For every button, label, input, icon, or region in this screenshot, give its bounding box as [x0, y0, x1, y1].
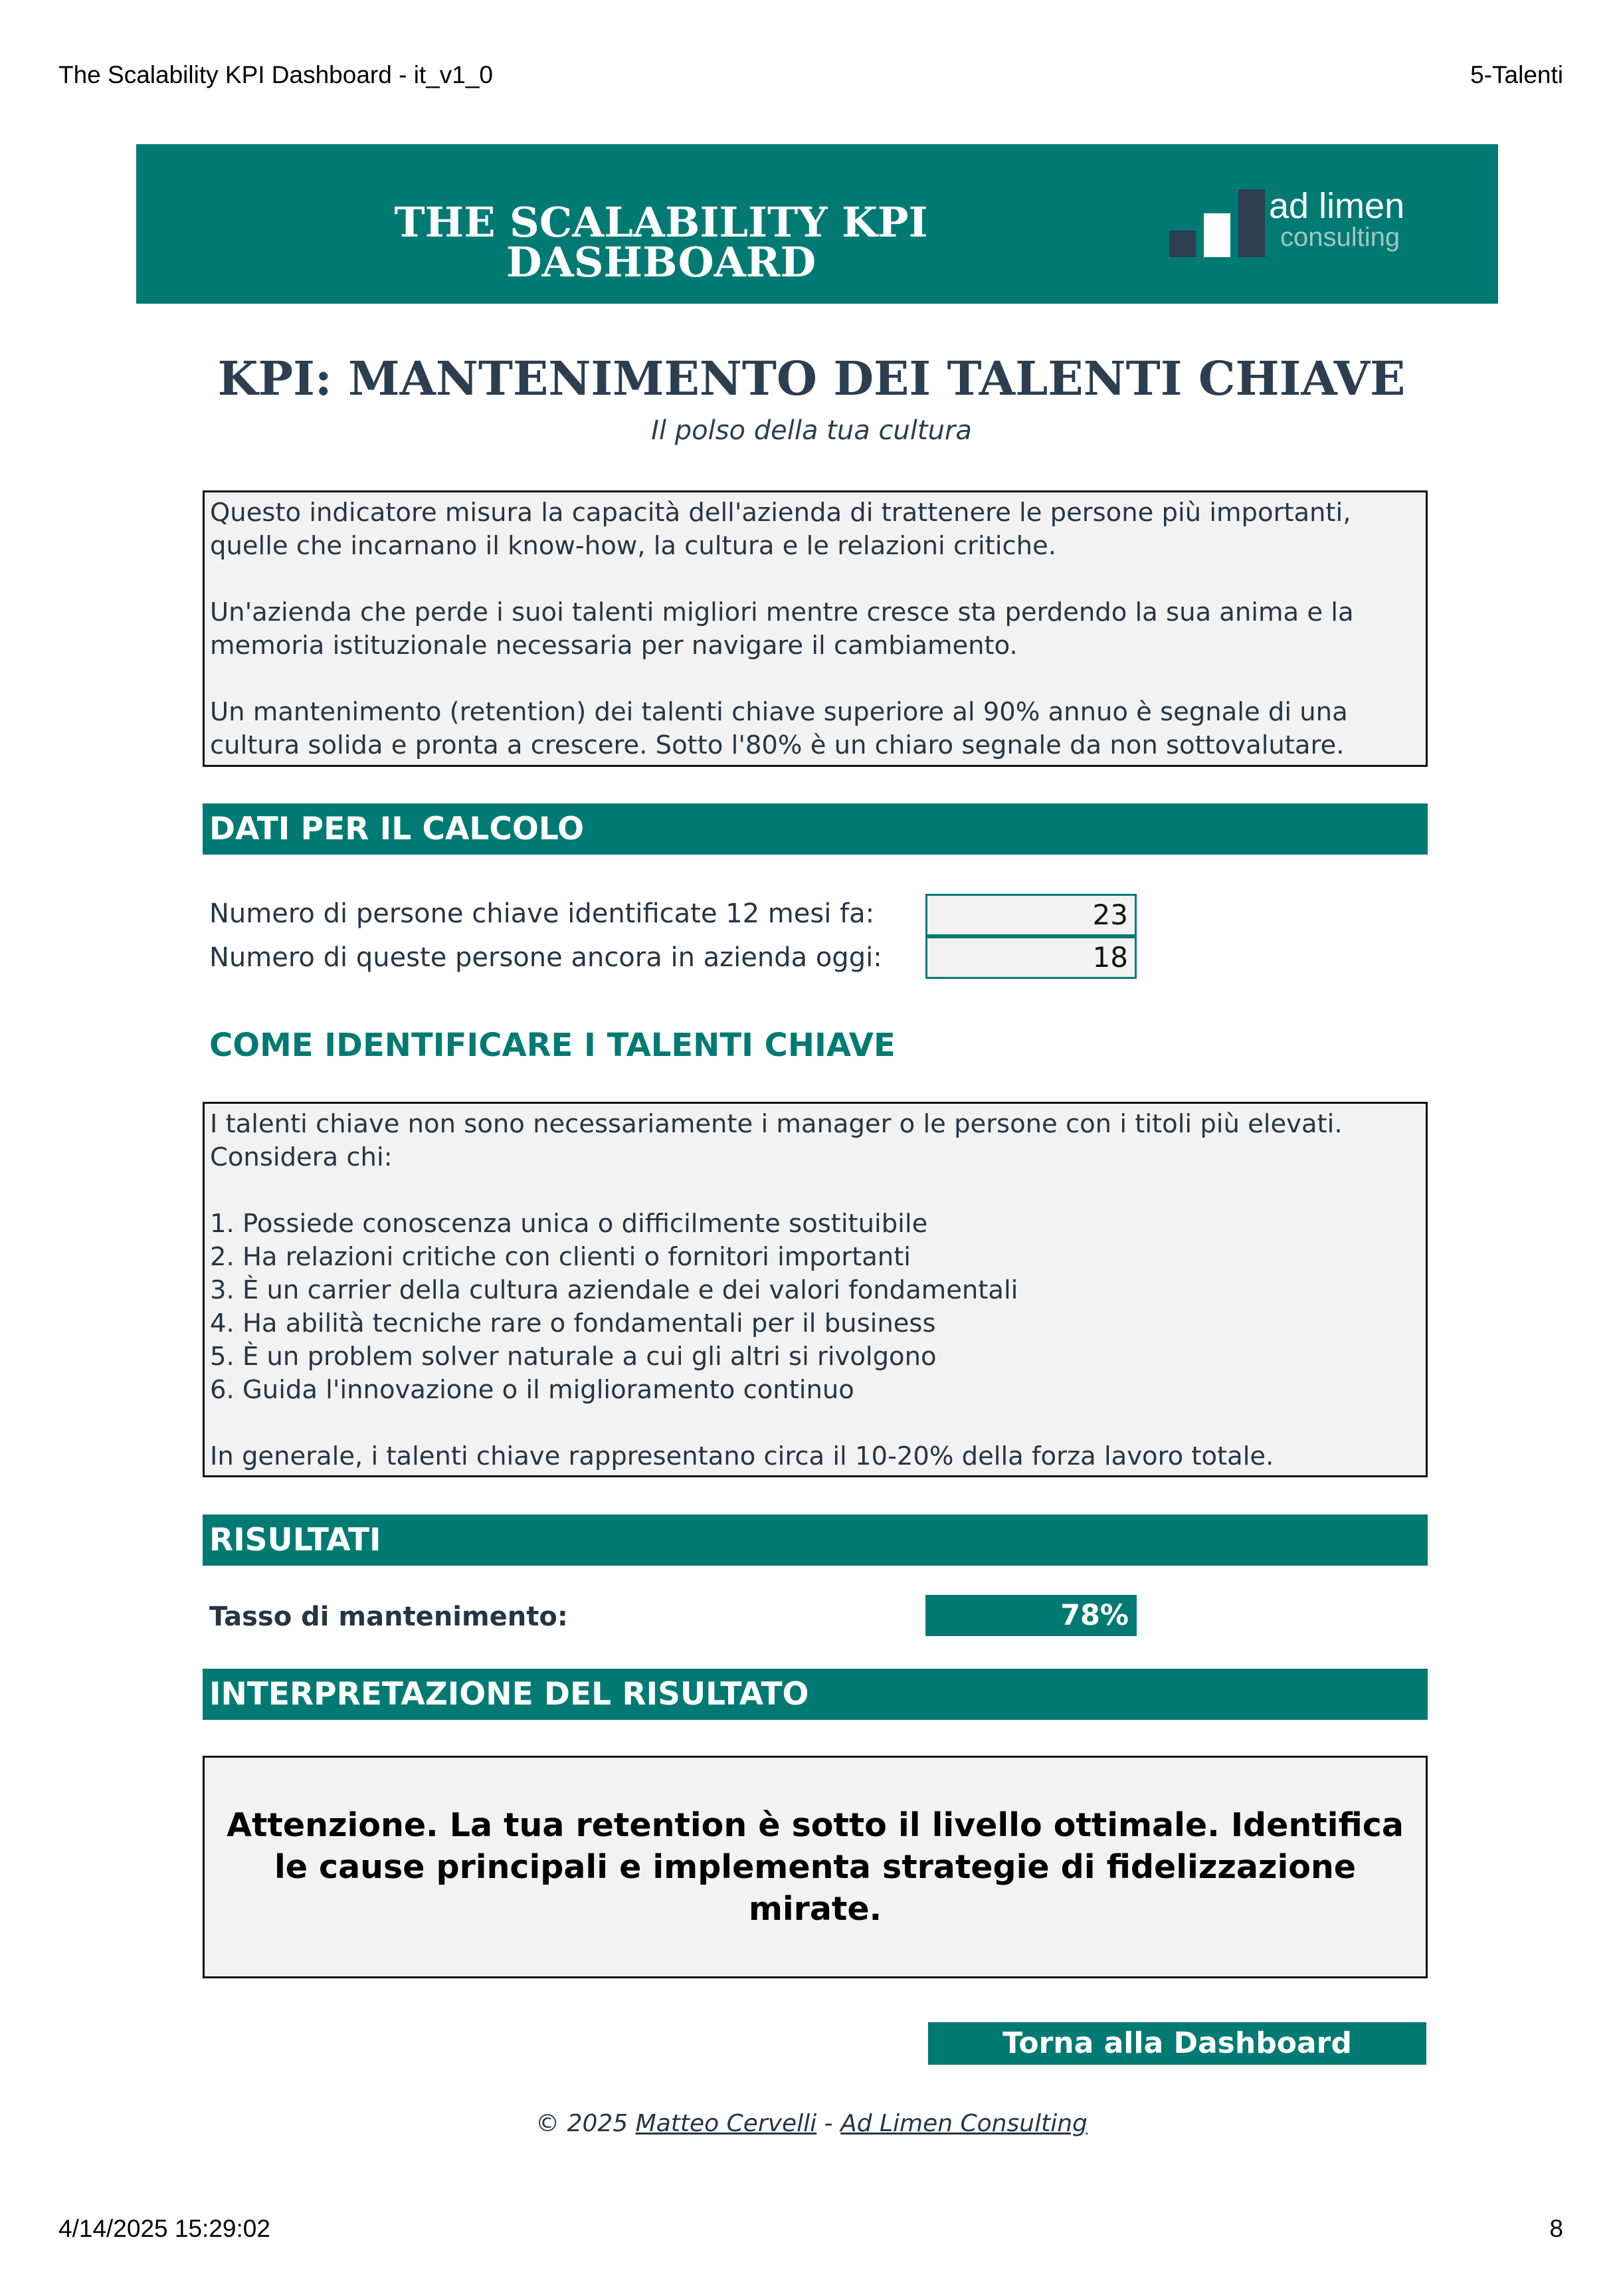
print-header-title: The Scalability KPI Dashboard - it_v1_0 — [58, 61, 494, 88]
header-banner — [136, 144, 1498, 304]
logo-name: ad limen — [1269, 186, 1405, 226]
howto-intro: I talenti chiave non sono necessariamente i manager o le persone con i titoli più elevati. Considera chi: — [210, 1109, 1343, 1172]
howto-box — [203, 1102, 1428, 1477]
copyright-line — [0, 2110, 1623, 2137]
copyright-separator: - — [824, 2110, 833, 2137]
list-item: 3. È un carrier della cultura aziendale e dei valori fondamentali — [210, 1275, 1018, 1305]
author-link[interactable]: Matteo Cervelli — [635, 2110, 817, 2137]
howto-outro: In generale, i talenti chiave rappresentano circa il 10-20% della forza lavoro totale. — [210, 1441, 1274, 1471]
copyright-prefix: © 2025 — [535, 2110, 628, 2137]
calc-label-remaining: Numero di queste persone ancora in azienda oggi: — [209, 942, 882, 973]
intro-paragraph-3: Un mantenimento (retention) dei talenti chiave superiore al 90% annuo è segnale di una cultura solida e pronta a crescere. Sotto l'80% è un chiaro segnale da non sottovalutare. — [210, 697, 1348, 760]
section-results-heading: RISULTATI — [203, 1514, 1428, 1566]
logo-bars-icon — [1169, 189, 1262, 262]
calc-label-identified: Numero di persone chiave identificate 12 mesi fa: — [209, 898, 875, 929]
print-footer-page-number: 8 — [1549, 2215, 1563, 2242]
retention-rate-label: Tasso di mantenimento: — [209, 1602, 568, 1632]
page-title: KPI: MANTENIMENTO DEI TALENTI CHIAVE — [217, 351, 1406, 406]
list-item: 6. Guida l'innovazione o il miglioramento continuo — [210, 1375, 854, 1405]
interpretation-box — [203, 1756, 1428, 1978]
company-link[interactable]: Ad Limen Consulting — [840, 2110, 1088, 2137]
interpretation-text: Attenzione. La tua retention è sotto il livello ottimale. Identifica le cause principali e implementa strategie di fidelizzazione mirate. — [227, 1806, 1404, 1928]
back-to-dashboard-button[interactable]: Torna alla Dashboard — [928, 2022, 1426, 2065]
list-item: 2. Ha relazioni critiche con clienti o fornitori importanti — [210, 1242, 911, 1272]
intro-paragraph-2: Un'azienda che perde i suoi talenti migliori mentre cresce sta perdendo la sua anima e la memoria istituzionale necessaria per navigare il cambiamento. — [210, 597, 1354, 661]
logo-tagline: consulting — [1280, 223, 1400, 252]
input-remaining-count[interactable]: 18 — [925, 936, 1137, 979]
section-interpretation-heading: INTERPRETAZIONE DEL RISULTATO — [203, 1669, 1428, 1720]
howto-heading: COME IDENTIFICARE I TALENTI CHIAVE — [209, 1027, 896, 1064]
banner-title: THE SCALABILITY KPI DASHBOARD — [394, 198, 928, 286]
print-header-sheet: 5-Talenti — [1470, 61, 1563, 88]
retention-rate-value: 78% — [925, 1595, 1137, 1636]
print-footer-timestamp: 4/14/2025 15:29:02 — [58, 2215, 270, 2242]
list-item: 4. Ha abilità tecniche rare o fondamentali per il business — [210, 1308, 936, 1338]
intro-paragraph-1: Questo indicatore misura la capacità dell'azienda di trattenere le persone più importanti, quelle che incarnano il know-how, la cultura e le relazioni critiche. — [210, 498, 1351, 561]
section-calc-heading: DATI PER IL CALCOLO — [203, 803, 1428, 855]
intro-description-box — [203, 490, 1428, 767]
input-identified-count[interactable]: 23 — [925, 894, 1137, 936]
list-item: 5. È un problem solver naturale a cui gli altri si rivolgono — [210, 1342, 937, 1372]
list-item: 1. Possiede conoscenza unica o difficilmente sostituibile — [210, 1209, 928, 1239]
page-subtitle: Il polso della tua cultura — [651, 415, 972, 446]
